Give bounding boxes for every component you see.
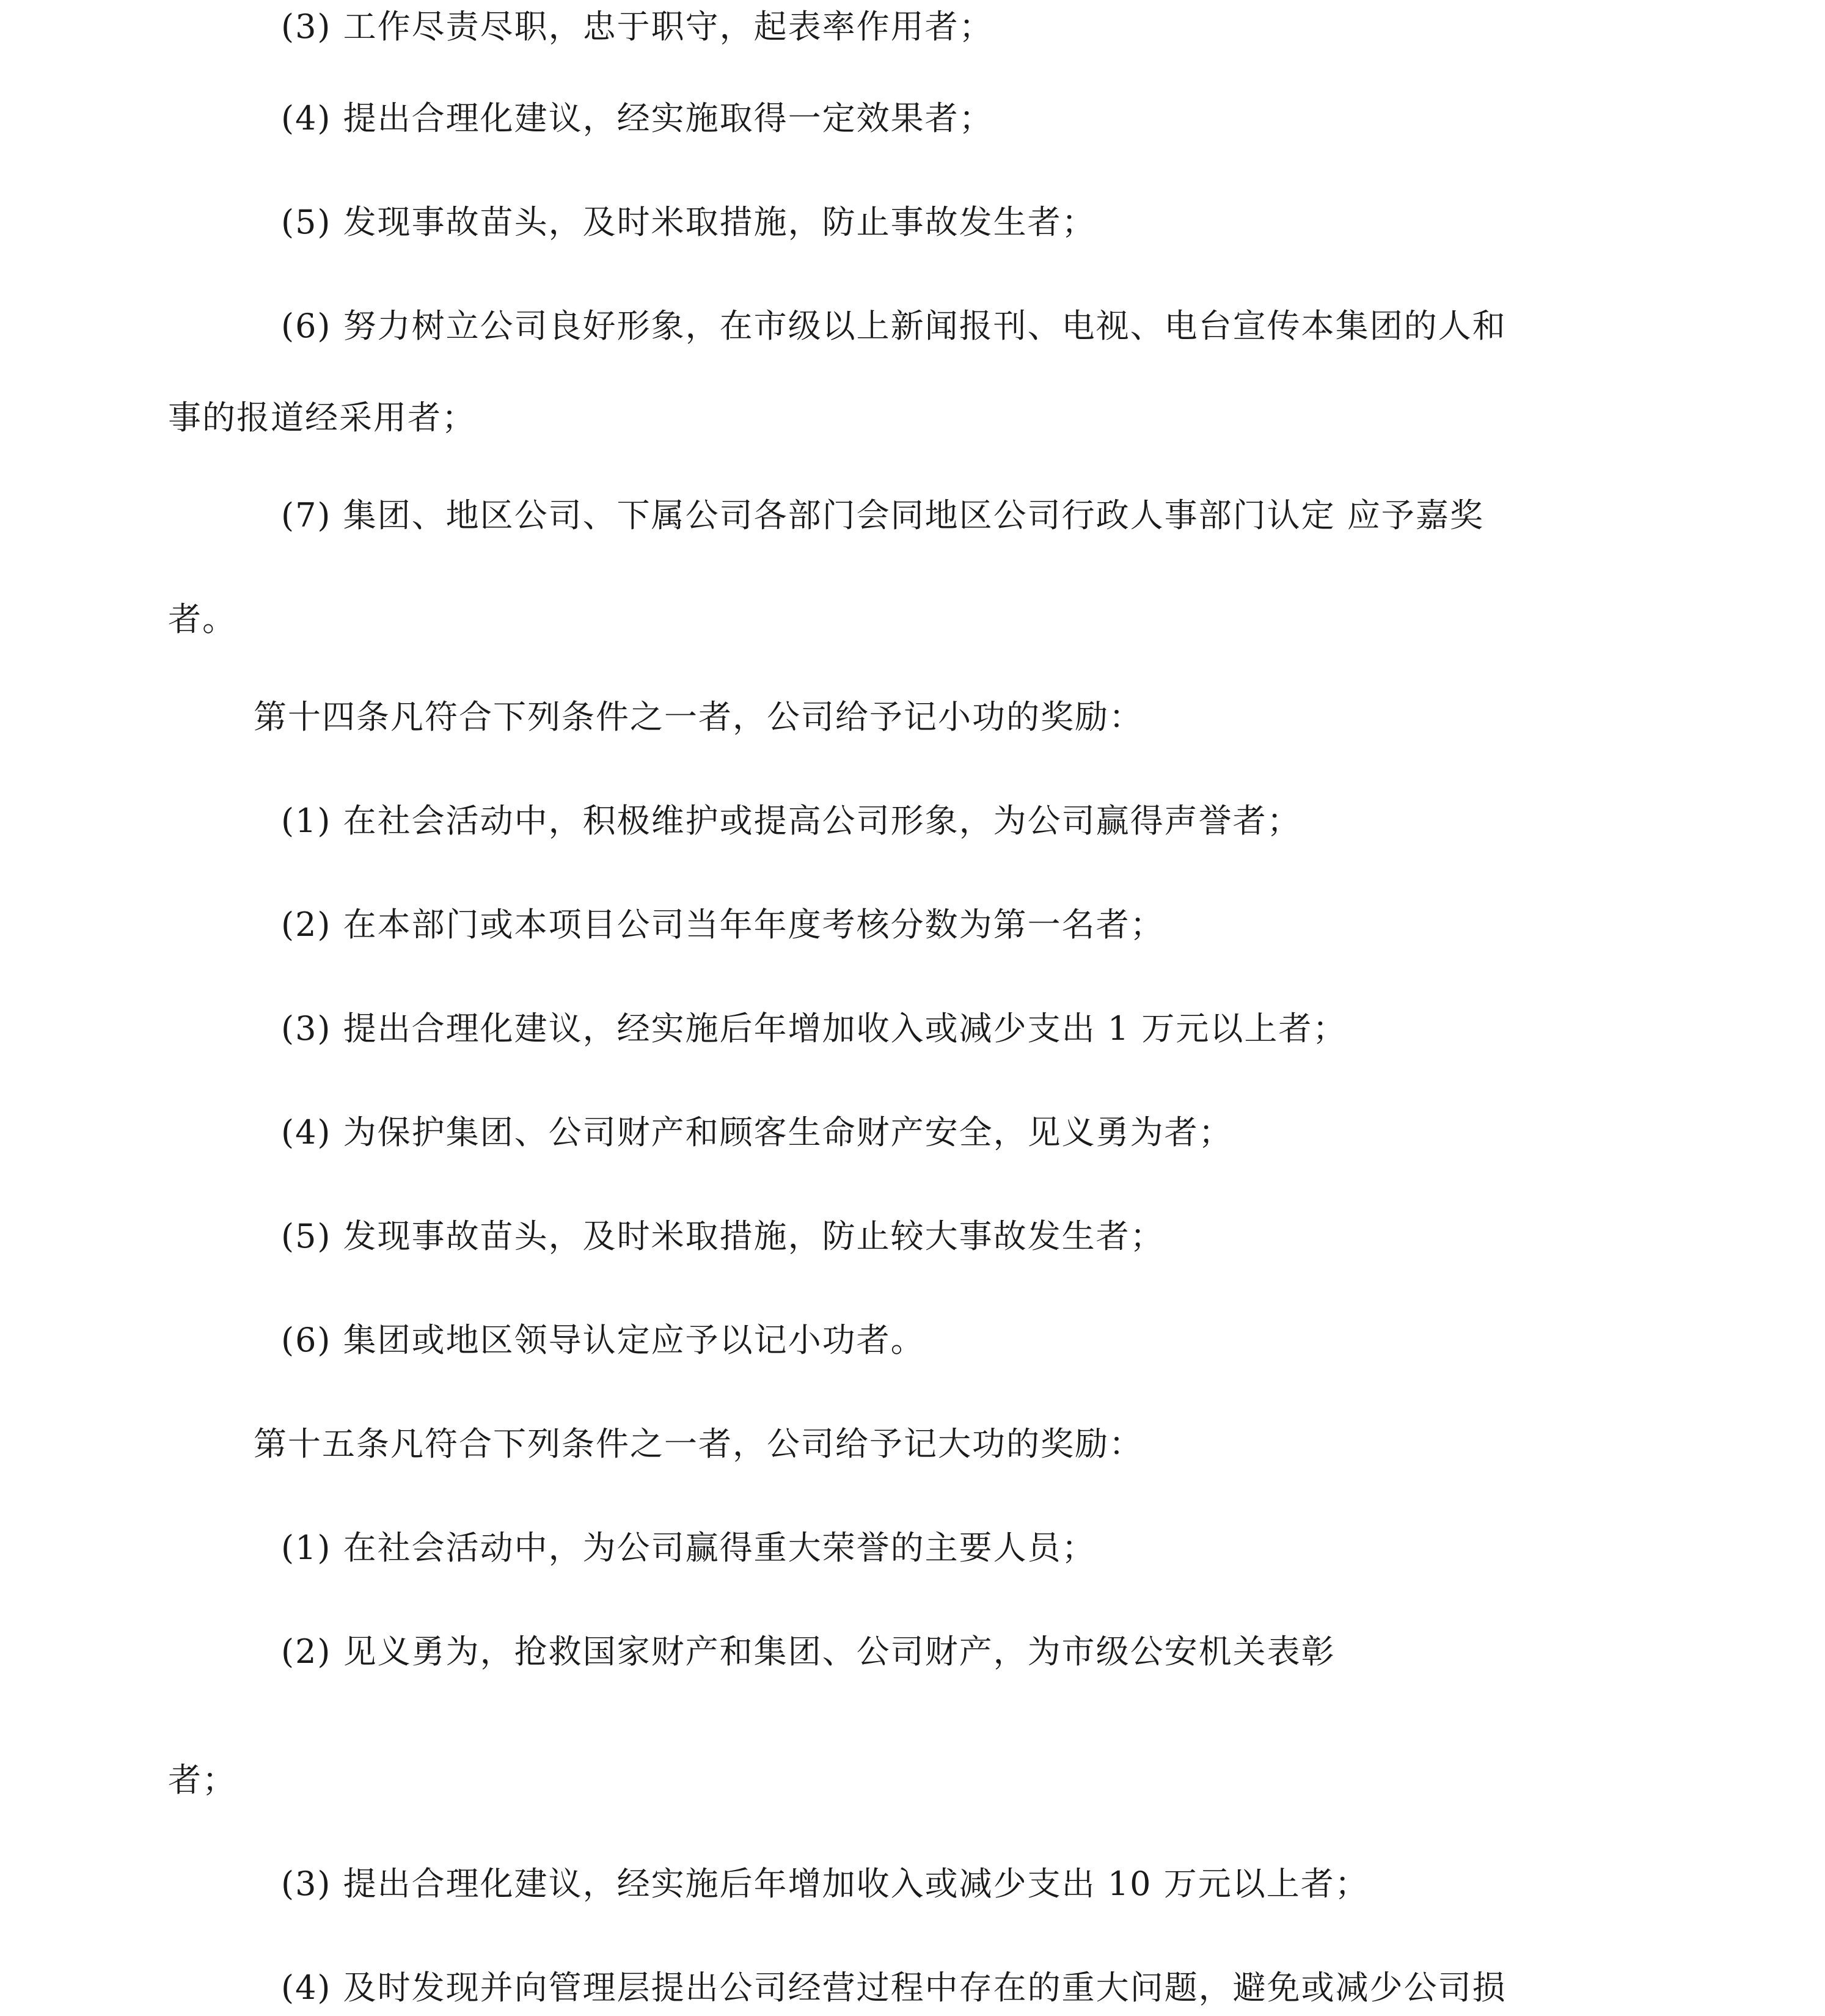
- list-item: (1) 在社会活动中，积极维护或提高公司形象，为公司赢得声誉者；: [281, 802, 1301, 840]
- list-item: (2) 在本部门或本项目公司当年年度考核分数为第一名者；: [281, 905, 1165, 944]
- list-item: (3) 提出合理化建议，经实施后年增加收入或减少支出 1 万元以上者；: [281, 1009, 1347, 1048]
- list-item-continuation: 者。: [168, 600, 236, 638]
- list-item: (3) 工作尽责尽职，忠于职守，起表率作用者；: [281, 7, 993, 46]
- list-item: (4) 及时发现并向管理层提出公司经营过程中存在的重大问题，避免或减少公司损: [281, 1968, 1507, 2007]
- list-item: (4) 提出合理化建议，经实施取得一定效果者；: [281, 99, 993, 137]
- article-heading: 第十五条凡符合下列条件之一者，公司给予记大功的奖励：: [254, 1425, 1143, 1463]
- article-heading: 第十四条凡符合下列条件之一者，公司给予记小功的奖励：: [254, 698, 1143, 736]
- list-item: (6) 努力树立公司良好形象，在市级以上新闻报刊、电视、电台宣传本集团的人和: [281, 307, 1507, 345]
- list-item: (6) 集团或地区领导认定应予以记小功者。: [281, 1321, 925, 1359]
- list-item: (5) 发现事故苗头，及时米取措施，防止较大事故发生者；: [281, 1217, 1165, 1255]
- list-item: (1) 在社会活动中，为公司赢得重大荣誉的主要人员；: [281, 1528, 1096, 1567]
- list-item-continuation: 者；: [168, 1761, 236, 1799]
- list-item-continuation: 事的报道经采用者；: [168, 398, 476, 437]
- list-item: (4) 为保护集团、公司财产和顾客生命财产安全，见义勇为者；: [281, 1113, 1233, 1152]
- list-item: (2) 见义勇为，抢救国家财产和集团、公司财产，为市级公安机关表彰: [281, 1632, 1336, 1671]
- list-item: (5) 发现事故苗头，及时米取措施，防止事故发生者；: [281, 203, 1096, 241]
- list-item: (7) 集团、地区公司、下属公司各部门会同地区公司行政人事部门认定 应予嘉奖: [281, 496, 1484, 535]
- list-item: (3) 提出合理化建议，经实施后年增加收入或减少支出 10 万元以上者；: [281, 1864, 1369, 1903]
